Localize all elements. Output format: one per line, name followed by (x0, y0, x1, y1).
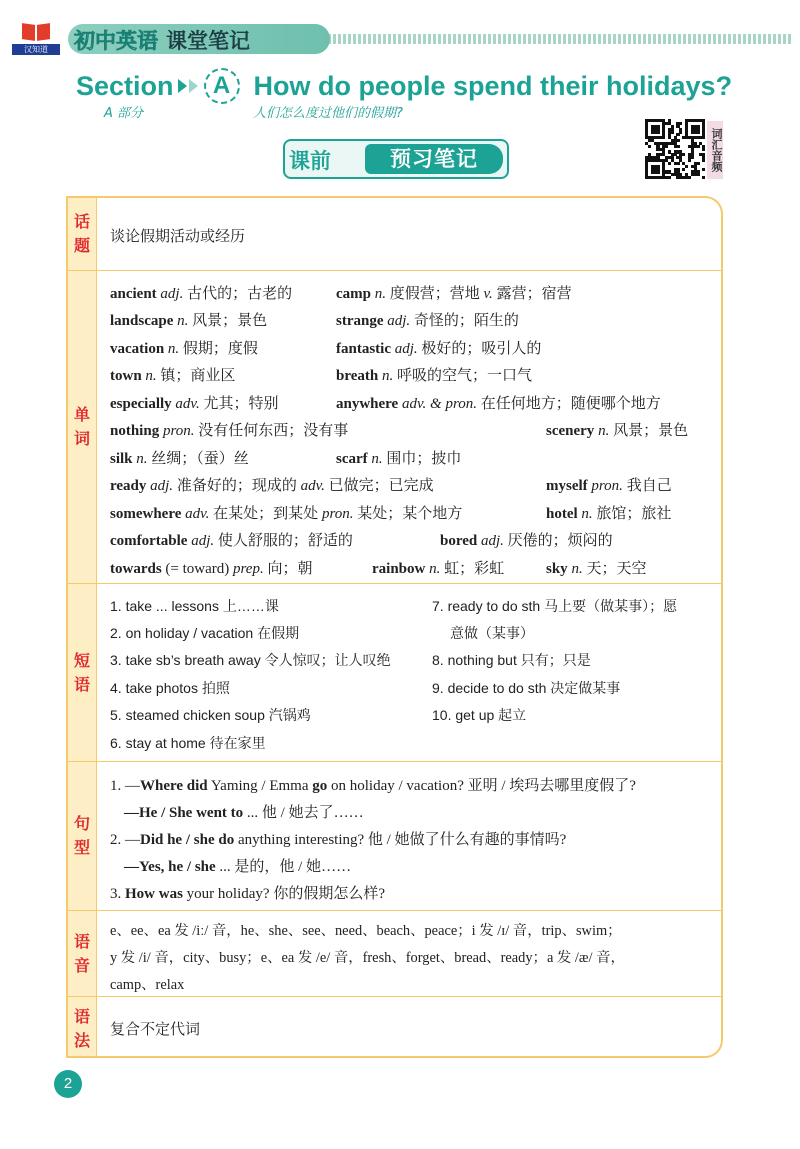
word-term: myself (546, 478, 588, 494)
word-term: sky (546, 561, 568, 577)
section-word: Section (76, 70, 174, 101)
word-term: ready (110, 478, 147, 494)
phrase-item: 1. take ... lessons 上……课 (110, 598, 279, 614)
badge-left: 课前 (289, 149, 331, 173)
preview-notes-badge (283, 139, 509, 179)
s1-num: 1. — (110, 778, 140, 794)
word-entry (336, 364, 532, 385)
s1-bold: go (312, 778, 328, 794)
word-pos: adj. (160, 286, 184, 302)
word-meaning: 已做完；已完成 (328, 478, 434, 494)
qr-label: 词汇音频 (707, 121, 723, 179)
word-term: silk (110, 451, 133, 467)
sentence-1 (110, 774, 636, 795)
word-pos: pron. (591, 478, 623, 494)
qr-module (696, 162, 699, 165)
word-term: vacation (110, 341, 165, 357)
grammar-text: 复合不定代词 (110, 1022, 201, 1038)
label-char: 句 (73, 814, 90, 833)
word-pos: n. (177, 313, 189, 329)
row-sentences (68, 762, 721, 911)
qr-module (679, 122, 682, 125)
qr-module (668, 162, 671, 165)
word-meaning: 极好的；吸引人的 (421, 341, 542, 357)
row-label-words (68, 271, 97, 583)
label-char: 法 (73, 1030, 90, 1050)
qr-module (656, 170, 659, 173)
label-char: 词 (73, 429, 90, 448)
word-entry (110, 337, 258, 358)
word-meaning: 在任何地方；随便哪个地方 (480, 396, 661, 412)
row-topic (68, 198, 721, 271)
word-extra: (= toward) (165, 561, 230, 577)
label-char: 话 (73, 212, 90, 231)
word-pos: n. (581, 506, 593, 522)
section-letter: A (204, 68, 240, 104)
word-meaning: 风景；景色 (613, 423, 689, 439)
qr-module (685, 165, 688, 168)
row-phonics (68, 911, 721, 997)
word-meaning: 我自己 (626, 478, 672, 494)
word-entry (110, 557, 313, 578)
word-pos: adj. (387, 313, 411, 329)
row-label-grammar (68, 997, 97, 1058)
qr-module (682, 153, 685, 156)
grammar-content (110, 997, 711, 1058)
phonics-line-3: camp、relax (110, 977, 185, 993)
word-term: breath (336, 368, 379, 384)
section-sub-letter: A 部分 (104, 106, 144, 121)
word-pos: adj. (480, 533, 504, 549)
phrase-item: 4. take photos 拍照 (110, 680, 230, 696)
word-pos: n. (145, 368, 157, 384)
word-term: nothing (110, 423, 160, 439)
qr-module (679, 130, 682, 133)
row-label-topic (68, 198, 97, 270)
word-meaning: 虹；彩虹 (444, 561, 505, 577)
qr-module (668, 176, 671, 179)
word-meaning: 厌倦的；烦闷的 (507, 533, 613, 549)
word-pos: prep. (233, 561, 264, 577)
word-term: landscape (110, 313, 174, 329)
word-meaning: 旅馆；旅社 (596, 506, 672, 522)
word-pos: pron. (321, 506, 354, 522)
s2-num: 2. — (110, 832, 140, 848)
topic-text: 谈论假期活动或经历 (110, 229, 246, 245)
word-pos: adv. (175, 396, 200, 412)
word-meaning: 尤其；特别 (203, 396, 279, 412)
label-char: 语 (73, 931, 90, 951)
word-pos: adj. (191, 533, 215, 549)
word-pos: n. (381, 368, 394, 384)
arrow-icon (178, 79, 187, 93)
word-meaning: 呼吸的空气；一口气 (396, 368, 532, 384)
row-label-phrases (68, 584, 97, 761)
s1r-text: ... 他 / 她去了…… (243, 805, 364, 821)
notes-table (66, 196, 723, 1058)
word-term: especially (110, 396, 172, 412)
word-term: town (110, 368, 142, 384)
phrase-item: 6. stay at home 待在家里 (110, 735, 266, 751)
qr-code-icon[interactable] (645, 119, 705, 179)
word-pos: adv. & pron. (401, 396, 477, 412)
s2-text: anything interesting? 他 / 她做了什么有趣的事情吗? (234, 832, 567, 848)
word-pos: n. (374, 286, 386, 302)
word-term: scenery (546, 423, 595, 439)
word-meaning: 露营；宿营 (496, 286, 572, 302)
word-term: camp (336, 286, 371, 302)
word-entry (110, 419, 348, 440)
word-meaning: 准备好的；现成的 (176, 478, 297, 494)
s3-bold: How was (125, 886, 183, 902)
word-term: strange (336, 313, 384, 329)
sentence-2-reply (124, 855, 351, 876)
word-pos: adj. (150, 478, 174, 494)
label-char: 语 (73, 674, 90, 694)
word-entry (546, 474, 672, 495)
qr-module (676, 162, 679, 165)
word-meaning: 奇怪的；陌生的 (413, 313, 519, 329)
word-entry (110, 474, 434, 495)
qr-module (662, 136, 665, 139)
phrase-item: 7. ready to do sth 马上要（做某事）；愿 (432, 598, 678, 614)
row-label-phonics (68, 911, 97, 996)
section-title: How do people spend their holidays? (253, 70, 733, 101)
word-entry (546, 502, 671, 523)
sentences-content (110, 762, 711, 910)
label-char: 语 (73, 1006, 90, 1026)
word-meaning: 使人舒服的；舒适的 (217, 533, 353, 549)
s1-text: Yaming / Emma (207, 778, 313, 794)
logo-text: 汉知道 (12, 44, 60, 55)
label-char: 型 (73, 838, 90, 857)
topic-content (110, 198, 711, 270)
word-pos: n. (371, 451, 383, 467)
word-pos: n. (429, 561, 441, 577)
badge-right: 预习笔记 (365, 144, 503, 174)
qr-module (702, 136, 705, 139)
s1-bold: Where did (140, 778, 208, 794)
qr-module (702, 168, 705, 171)
qr-module (676, 145, 679, 148)
word-entry (110, 309, 267, 330)
word-entry (336, 282, 572, 303)
word-term: ancient (110, 286, 157, 302)
word-term: towards (110, 561, 162, 577)
s2r-text: ... 是的，他 / 她…… (215, 859, 352, 875)
word-meaning: 在某处；到某处 (213, 506, 319, 522)
qr-module (676, 139, 679, 142)
word-entry (336, 309, 519, 330)
word-term: hotel (546, 506, 578, 522)
word-entry (110, 364, 235, 385)
word-term: comfortable (110, 533, 188, 549)
phrase-item: 意做（某事） (450, 625, 534, 641)
publisher-logo (8, 22, 64, 56)
word-pos: n. (571, 561, 583, 577)
phonics-line-2: y 发 /i/ 音，city、busy；e、ea 发 /e/ 音，fresh、forget、bread、ready；a 发 /æ/ 音， (110, 950, 625, 966)
word-entry (110, 529, 353, 550)
word-meaning: 向；朝 (267, 561, 313, 577)
arrow-icon-light (189, 79, 198, 93)
qr-module (688, 159, 691, 162)
word-pos: adv. (185, 506, 210, 522)
phrase-item: 2. on holiday / vacation 在假期 (110, 625, 300, 641)
row-phrases (68, 584, 721, 762)
phrase-item: 10. get up 起立 (432, 707, 527, 723)
s2r-bold: —Yes, he / she (124, 859, 216, 875)
word-pos: pron. (162, 423, 195, 439)
phrase-item: 9. decide to do sth 决定做某事 (432, 680, 621, 696)
label-char: 短 (73, 650, 90, 670)
word-pos: n. (598, 423, 610, 439)
banner-title (74, 25, 250, 55)
sentence-3 (110, 882, 385, 903)
qr-module (676, 133, 679, 136)
s3-text: your holiday? 你的假期怎么样? (182, 886, 385, 902)
word-term: fantastic (336, 341, 391, 357)
word-entry (110, 502, 462, 523)
word-entry (336, 337, 541, 358)
word-entry (440, 529, 613, 550)
word-meaning: 没有任何东西；没有事 (198, 423, 349, 439)
label-char: 音 (73, 955, 90, 975)
word-term: rainbow (372, 561, 426, 577)
word-pos: v. (483, 286, 493, 302)
qr-module (691, 156, 694, 159)
word-term: bored (440, 533, 478, 549)
word-pos: n. (136, 451, 148, 467)
word-meaning: 丝绸；（蚕）丝 (151, 451, 249, 467)
qr-module (696, 145, 699, 148)
word-term: scarf (336, 451, 368, 467)
page-number: 2 (54, 1070, 82, 1098)
qr-module (702, 159, 705, 162)
word-pos: adv. (300, 478, 325, 494)
qr-module (648, 145, 651, 148)
phrases-content (110, 584, 711, 761)
row-label-sentences (68, 762, 97, 910)
qr-module (656, 130, 659, 133)
word-meaning: 假期；度假 (182, 341, 258, 357)
word-term: anywhere (336, 396, 399, 412)
word-entry (546, 557, 646, 578)
word-meaning: 某处；某个地方 (357, 506, 463, 522)
s3-num: 3. (110, 886, 125, 902)
phonics-line-1: e、ee、ea 发 /iː/ 音，he、she、see、need、beach、peace；i 发 /ɪ/ 音，trip、swim； (110, 923, 622, 939)
word-meaning: 天；天空 (586, 561, 647, 577)
row-words (68, 271, 721, 584)
phrase-item: 3. take sb’s breath away 令人惊叹；让人叹绝 (110, 652, 391, 668)
banner-title-part2: 课堂笔记 (166, 29, 250, 53)
word-meaning: 围巾；披巾 (386, 451, 462, 467)
word-meaning: 风景；景色 (192, 313, 268, 329)
phrase-item: 5. steamed chicken soup 汽锅鸡 (110, 707, 311, 723)
label-char: 单 (73, 405, 90, 424)
sentence-2 (110, 828, 566, 849)
section-sub-title: 人们怎么度过他们的假期? (253, 106, 403, 121)
word-entry (336, 447, 461, 468)
word-meaning: 古代的；古老的 (187, 286, 293, 302)
sentence-1-reply (124, 801, 364, 822)
word-meaning: 度假营；营地 (389, 286, 480, 302)
word-entry (546, 419, 688, 440)
section-heading (76, 66, 732, 106)
word-entry (110, 447, 249, 468)
word-entry (372, 557, 504, 578)
s1-text: on holiday / vacation? 亚明 / 埃玛去哪里度假了? (327, 778, 636, 794)
words-content (110, 271, 711, 583)
qr-module (665, 145, 668, 148)
word-entry (110, 392, 278, 413)
book-icon (22, 24, 50, 42)
word-entry (336, 392, 661, 413)
phrase-item: 8. nothing but 只有；只是 (432, 652, 591, 668)
qr-module (696, 130, 699, 133)
word-term: somewhere (110, 506, 182, 522)
qr-module (702, 176, 705, 179)
qr-module (688, 176, 691, 179)
qr-module (682, 168, 685, 171)
qr-module (702, 148, 705, 151)
phonics-content (110, 911, 711, 996)
header-banner (8, 24, 792, 54)
s2-bold: Did he / she do (140, 832, 235, 848)
banner-title-part1: 初中英语 (74, 29, 158, 53)
qr-module (671, 130, 674, 133)
qr-module (696, 173, 699, 176)
word-meaning: 镇；商业区 (160, 368, 236, 384)
word-pos: n. (167, 341, 180, 357)
label-char: 题 (73, 236, 90, 255)
s1r-bold: —He / She went to (124, 805, 244, 821)
row-grammar (68, 997, 721, 1058)
word-entry (110, 282, 292, 303)
word-pos: adj. (394, 341, 418, 357)
